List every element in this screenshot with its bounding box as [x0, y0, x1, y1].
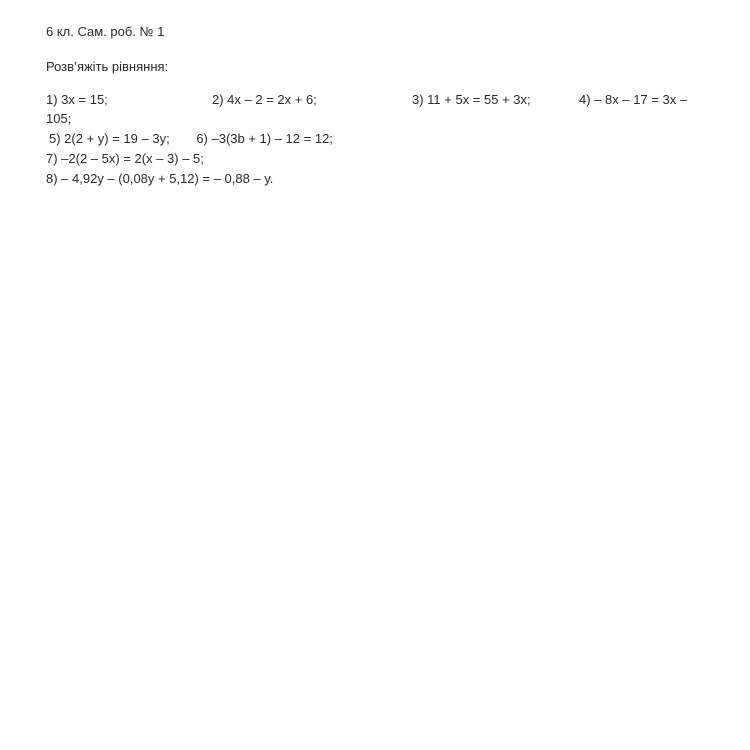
equation-4-continuation: 105; — [46, 111, 72, 126]
equation-5: 5) 2(2 + y) = 19 – 3y; — [49, 131, 170, 146]
equation-3: 3) 11 + 5x = 55 + 3x; — [412, 92, 531, 107]
equation-1: 1) 3x = 15; — [46, 92, 108, 107]
equation-2: 2) 4x – 2 = 2x + 6; — [212, 92, 317, 107]
equation-7: 7) –2(2 – 5x) = 2(x – 3) – 5; — [46, 151, 204, 166]
equation-4: 4) – 8x – 17 = 3x – — [579, 92, 688, 107]
equations-row-1 — [46, 91, 726, 109]
document-title: 6 кл. Сам. роб. № 1 — [46, 24, 165, 39]
equation-6: 6) –3(3b + 1) – 12 = 12; — [196, 131, 333, 146]
equation-8: 8) – 4,92y – (0,08y + 5,12) = – 0,88 – y. — [46, 171, 274, 186]
task-instruction: Розв’яжіть рівняння: — [46, 59, 169, 74]
equations-row-2 — [46, 130, 333, 148]
